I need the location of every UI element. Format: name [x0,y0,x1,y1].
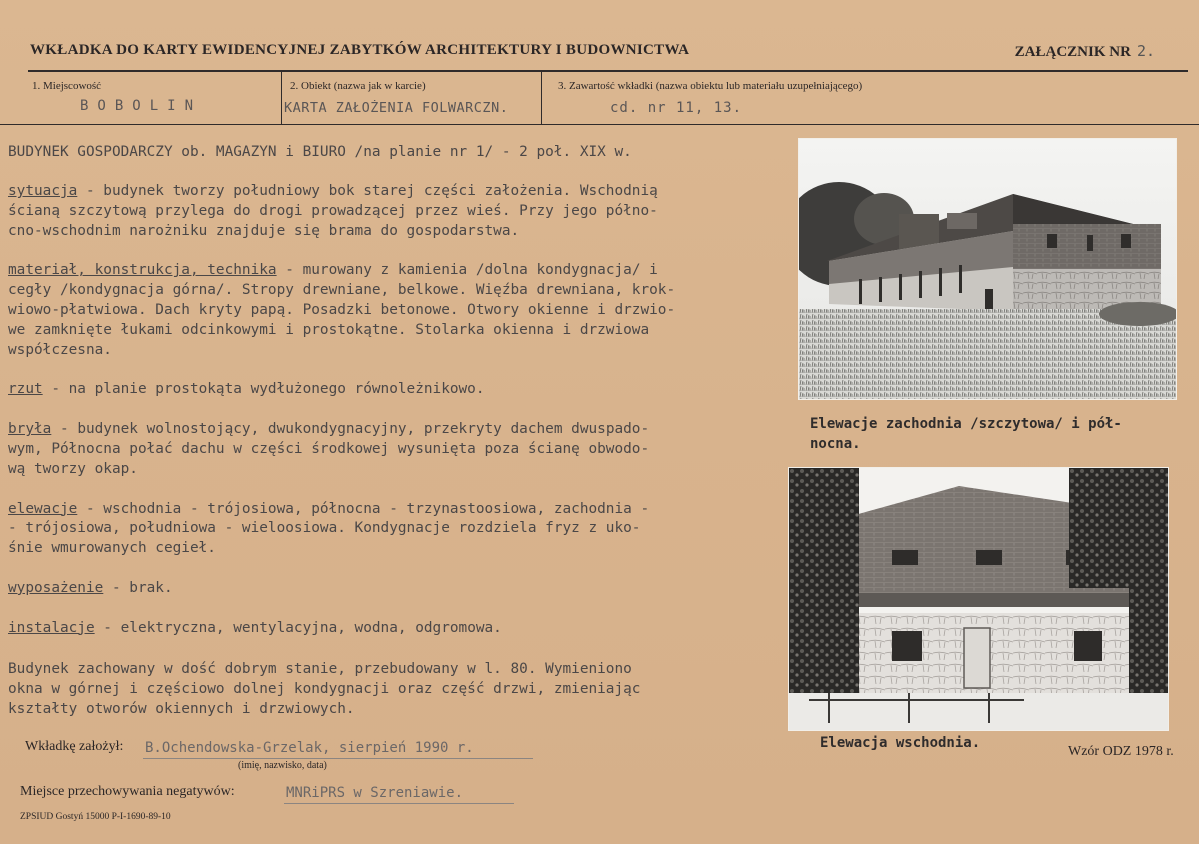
body-line [8,420,788,440]
body-line [8,182,788,202]
section-term: rzut [8,381,43,398]
founder-label: Wkładkę założył: [25,739,124,754]
section-text: - brak. [103,579,173,596]
field-divider-1 [281,72,282,124]
section-text: - budynek tworzy południowy bok starej części założenia. Wschodnią [77,183,658,199]
closing-line: okna w górnej i częściowo dolnej kondygnacji oraz część drzwi, zmieniając [8,680,641,697]
body-line [8,579,788,599]
photo-caption-1 [810,414,1190,454]
header-rule [28,70,1188,72]
body-line: wiowo-płatwiowa. Dach kryty papą. Posadzki betonowe. Otwory okienne i drzwio- [8,301,676,318]
body-sections [8,182,788,659]
form-code: Wzór ODZ 1978 r. [1068,744,1174,759]
section-term: materiał, konstrukcja, technika [8,262,277,279]
section-text: - wschodnia - trójosiowa, północna - trzynastoosiowa, zachodnia - [77,500,650,517]
section-term: elewacje [8,500,78,517]
body-section [8,380,788,400]
locality-value: BOBOLIN [80,98,203,114]
section-term: instalacje [8,619,95,636]
section-term: wyposażenie [8,579,104,596]
body-line [8,500,788,520]
photo-caption-2: Elewacja wschodnia. [820,735,981,751]
body-line: cno-wschodnim narożniku znajduje się brama do gospodarstwa. [8,222,520,239]
object-label: 2. Obiekt (nazwa jak w karcie) [290,80,426,92]
body-section [8,420,788,479]
body-line [8,380,788,400]
body-line: wą tworzy okap. [8,460,138,477]
section-text: - elektryczna, wentylacyjna, wodna, odgromowa. [94,619,502,636]
annex-label [1015,42,1155,61]
section-term: sytuacja [8,183,78,199]
body-line: we zamknięte łukami odcinkowymi i prostokątne. Stolarka okienna i drzwiowa [8,321,650,338]
body-section [8,261,788,360]
fields-bottom-rule [0,124,1199,125]
content-value: cd. nr 11, 13. [610,100,743,116]
document-title: WKŁADKA DO KARTY EWIDENCYJNEJ ZABYTKÓW ARCHITEKTURY I BUDOWNICTWA [30,42,690,58]
body-line: wym, Północna połać dachu w części środkowej wysunięta poza ścianę obwodo- [8,440,650,457]
body-line: śnie wmurowanych cegieł. [8,540,216,557]
body-section [8,619,788,639]
closing-line: Budynek zachowany w dość dobrym stanie, przebudowany w l. 80. Wymieniono [8,661,632,677]
body-section [8,182,788,241]
body-line [8,619,788,639]
photo-west-north-elevation [798,138,1177,400]
body-section [8,500,788,559]
building-photo-1 [799,139,1176,399]
building-photo-2 [789,468,1168,730]
body-heading: BUDYNEK GOSPODARCZY ob. MAGAZYN i BIURO /na planie nr 1/ - 2 poł. XIX w. [8,144,632,160]
founder-underline [143,758,533,759]
storage-underline [284,803,514,804]
body-line [8,261,788,281]
body-line: ścianą szczytową przylega do drogi prowadzącej przez wieś. Przy jego półno- [8,202,658,219]
section-text: - budynek wolnostojący, dwukondygnacyjny, przekryty dachem dwuspado- [51,421,650,438]
body-line: - trójosiowa, południowa - wieloosiowa. Kondygnacje rozdziela fryz z uko- [8,520,641,537]
printer-imprint: ZPSIUD Gostyń 15000 P-I-1690-89-10 [20,812,171,822]
body-closing [8,660,788,719]
section-term: bryła [8,421,52,438]
locality-label: 1. Miejscowość [32,80,102,92]
annex-label-text: ZAŁĄCZNIK NR [1014,44,1131,60]
storage-label: Miejsce przechowywania negatywów: [20,784,235,799]
annex-number: 2. [1136,42,1155,60]
founder-hint: (imię, nazwisko, data) [238,760,327,771]
storage-value: MNRiPRS w Szreniawie. [286,785,464,801]
object-value: KARTA ZAŁOŻENIA FOLWARCZN. [284,100,509,116]
closing-line: kształty otworów okiennych i drzwiowych. [8,700,355,717]
body-line: współczesna. [8,341,112,358]
section-text: - na planie prostokąta wydłużonego równoleżnikowo. [42,381,485,398]
founder-value: B.Ochendowska-Grzelak, sierpień 1990 r. [145,740,474,756]
photo-caption-1-text: Elewacje zachodnia /szczytowa/ i pół- nocna. [810,416,1122,452]
section-text: - murowany z kamienia /dolna kondygnacja/ i [276,262,658,279]
photo-east-elevation [788,467,1169,731]
field-divider-2 [541,72,542,124]
body-line: cegły /kondygnacja górna/. Stropy drewniane, belkowe. Więźba drewniana, krok- [8,282,676,299]
content-label: 3. Zawartość wkładki (nazwa obiektu lub materiału uzupełniającego) [558,80,863,92]
body-section [8,579,788,599]
